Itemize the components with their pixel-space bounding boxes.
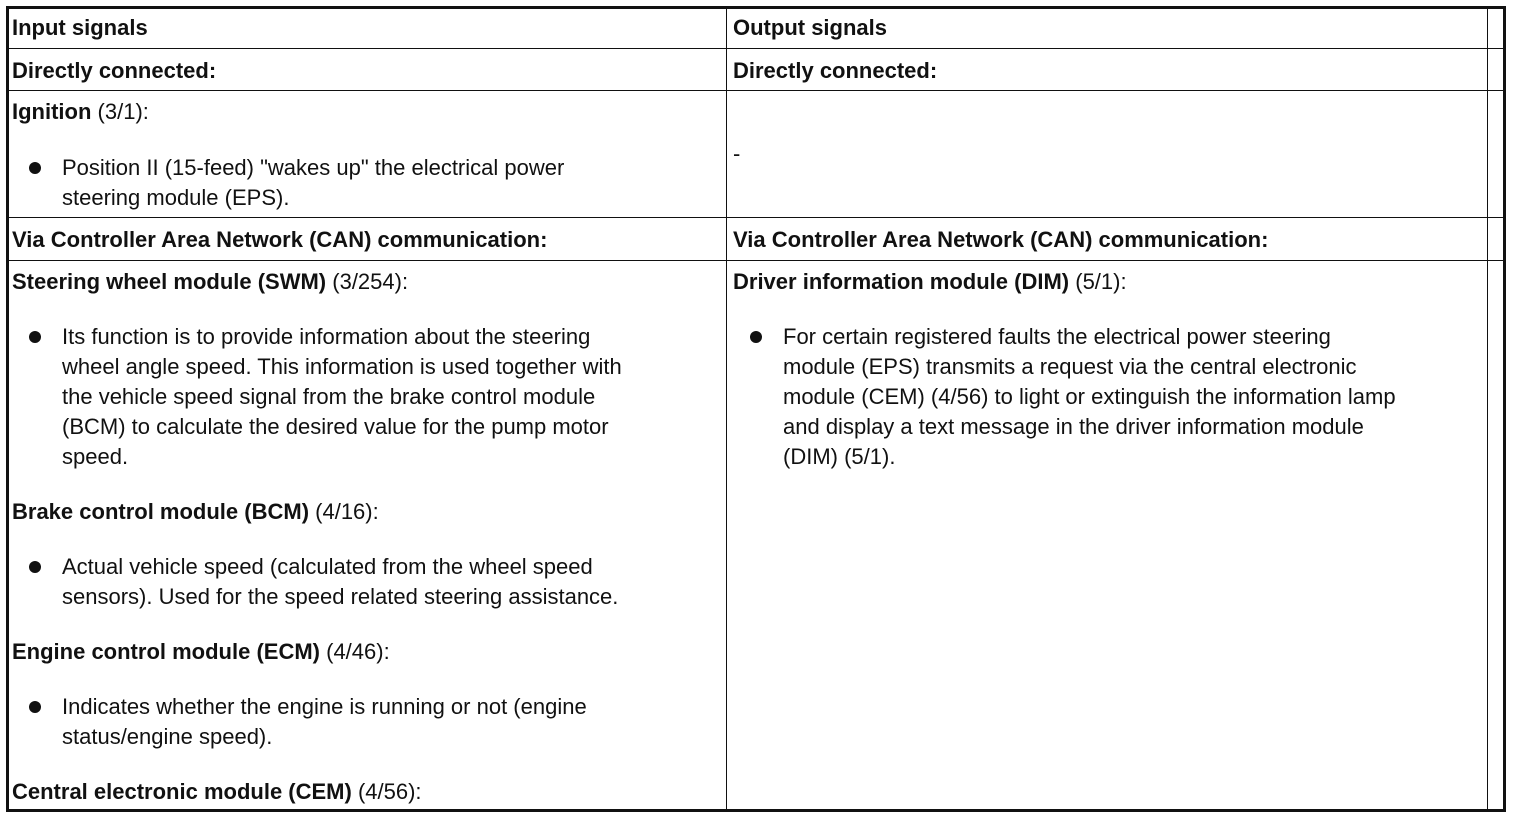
swm-name: Steering wheel module (SWM)	[12, 269, 327, 294]
bullet-icon	[29, 331, 41, 343]
ecm-bullet-text: Indicates whether the engine is running or not (engine status/engine speed).	[62, 694, 587, 749]
ignition-bullet-text: Position II (15-feed) "wakes up" the electrical power steering module (EPS).	[62, 155, 565, 210]
ecm-name: Engine control module (ECM)	[12, 639, 320, 664]
row-divider	[6, 90, 1506, 91]
ignition-name: Ignition	[12, 99, 92, 124]
ecm-ref: (4/46):	[320, 639, 390, 664]
swm-bullet-text: Its function is to provide information about the steering wheel angle speed. This information is used together with the vehicle speed signal from the brake control module (BCM) to calculate the desired value for the pump motor speed.	[62, 324, 622, 469]
bcm-heading	[12, 497, 379, 527]
dim-bullet	[783, 322, 1396, 472]
output-signals-header: Output signals	[733, 15, 887, 40]
ecm-heading	[12, 637, 390, 667]
bullet-icon	[750, 331, 762, 343]
bullet-icon	[29, 162, 41, 174]
swm-heading	[12, 267, 408, 297]
column-divider	[726, 6, 727, 812]
row-divider	[6, 48, 1506, 49]
cem-name: Central electronic module (CEM)	[12, 779, 352, 804]
ignition-bullet	[62, 153, 564, 213]
row-divider	[6, 260, 1506, 261]
swm-bullet	[62, 322, 622, 472]
ecm-bullet	[62, 692, 587, 752]
ignition-heading	[12, 97, 149, 127]
dim-heading	[733, 267, 1127, 297]
bullet-icon	[29, 561, 41, 573]
dim-ref: (5/1):	[1069, 269, 1127, 294]
output-directly-connected-heading: Directly connected:	[733, 58, 938, 83]
input-can-heading: Via Controller Area Network (CAN) communication:	[12, 227, 548, 252]
dim-name: Driver information module (DIM)	[733, 269, 1070, 294]
row-divider	[6, 217, 1506, 218]
bcm-bullet	[62, 552, 618, 612]
cem-ref: (4/56):	[351, 779, 422, 804]
bullet-icon	[29, 701, 41, 713]
dim-bullet-text: For certain registered faults the electrical power steering module (EPS) transmits a request via the central electronic module (CEM) (4/56) to light or extinguish the information lamp and display a text message in the driver information module (DIM) (5/1).	[783, 324, 1396, 469]
bcm-ref: (4/16):	[309, 499, 379, 524]
swm-ref: (3/254):	[326, 269, 409, 294]
ignition-ref: (3/1):	[91, 99, 149, 124]
bcm-name: Brake control module (BCM)	[12, 499, 310, 524]
output-dash: -	[733, 141, 741, 166]
bcm-bullet-text: Actual vehicle speed (calculated from the wheel speed sensors). Used for the speed related steering assistance.	[62, 554, 619, 609]
right-margin-column-divider	[1487, 6, 1488, 812]
input-signals-header: Input signals	[12, 15, 148, 40]
cem-heading	[12, 777, 422, 807]
input-directly-connected-heading: Directly connected:	[12, 58, 217, 83]
output-can-heading: Via Controller Area Network (CAN) communication:	[733, 227, 1269, 252]
